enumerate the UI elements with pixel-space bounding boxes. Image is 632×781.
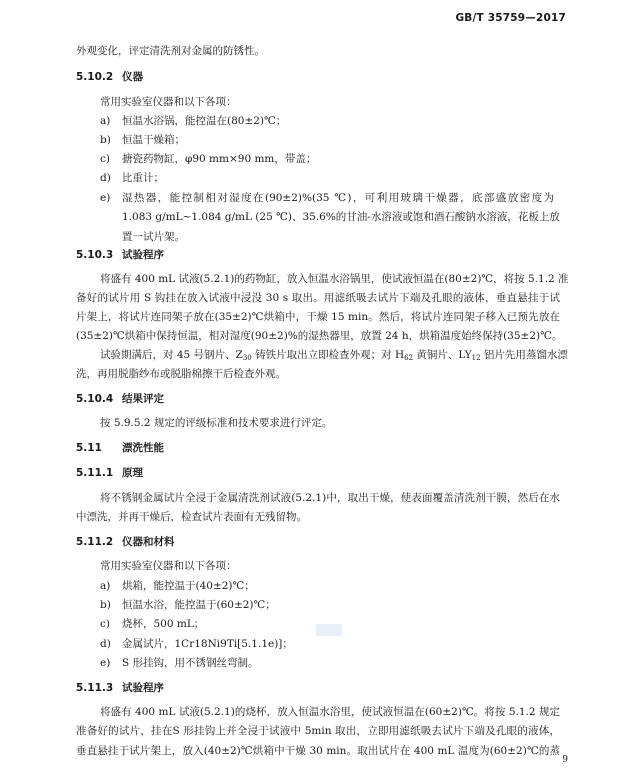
list-label: e)	[100, 192, 111, 204]
subscript: 62	[404, 354, 414, 362]
section-number: 5.10.4	[76, 393, 114, 405]
text-line: 外观变化，评定清洗剂对金属的防锈性。	[76, 45, 265, 57]
list-item-text: 恒温水浴，能控温于(60±2)℃；	[122, 599, 276, 611]
text-segment: 试验期满后，对 45 号钢片、Z	[100, 349, 243, 361]
section-heading	[76, 441, 164, 455]
subscript: 12	[471, 354, 481, 362]
text-line: 洗，再用脱脂纱布或脱脂棉擦干后检查外观。	[76, 368, 286, 380]
section-title: 仪器	[122, 71, 143, 83]
section-title: 仪器和材料	[122, 536, 175, 548]
text-line	[100, 191, 554, 205]
text-line	[100, 348, 568, 365]
text-line	[100, 114, 286, 128]
list-label: d)	[100, 172, 111, 184]
section-heading	[76, 535, 175, 549]
text-line: 准备好的试片，挂在S 形挂钩上并全浸于试液中 5min 取出，立即用滤纸吸去试片下端及孔眼的液体，	[76, 725, 560, 737]
list-item-text: 金属试片，1Cr18Ni9Ti[5.1.1e)]；	[122, 638, 293, 650]
list-item-text: 比重计；	[122, 172, 164, 184]
page-number: 9	[562, 755, 568, 765]
text-line	[100, 617, 204, 631]
section-heading	[76, 248, 164, 262]
text-line: 中漂洗，并再干燥后，检查试片表面有无残留物。	[76, 511, 307, 523]
list-label: d)	[100, 638, 111, 650]
section-title: 试验程序	[122, 682, 164, 694]
section-number: 5.10.3	[76, 249, 114, 261]
text-line: 按 5.9.5.2 规定的评级标准和技术要求进行评定。	[100, 417, 333, 429]
text-line	[100, 171, 164, 185]
text-segment: 铝片先用蒸馏水漂	[480, 349, 568, 361]
list-label: a)	[100, 115, 111, 127]
text-line: 片架上，将试片连同架子放在(35±2)℃烘箱中，干燥 15 min。然后，将试片连同架子移入已预先放在	[76, 311, 560, 323]
section-title: 试验程序	[122, 249, 164, 261]
text-line	[100, 637, 293, 651]
section-number: 5.11.1	[76, 467, 114, 479]
text-segment: 黄铜片、LY	[413, 349, 472, 361]
standard-number-header: GB/T 35759—2017	[455, 12, 566, 24]
text-line	[100, 656, 259, 670]
section-number: 5.10.2	[76, 71, 114, 83]
list-label: c)	[100, 618, 110, 630]
section-heading	[76, 70, 143, 84]
section-heading	[76, 681, 164, 695]
section-title: 结果评定	[122, 393, 164, 405]
list-item-text: S 形挂钩，用不锈钢丝弯制。	[122, 657, 259, 669]
list-item-text: 烧杯，500 mL；	[122, 618, 205, 630]
text-line: 将不锈钢金属试片全浸于金属清洗剂试液(5.2.1)中，取出干燥，使表面覆盖清洗剂干膜，然后在水	[100, 492, 560, 504]
text-line: 常用实验室仪器和以下各项：	[100, 96, 237, 108]
section-title: 原理	[122, 467, 143, 479]
list-item-text: 恒温水浴锅，能控温在(80±2)℃；	[122, 115, 287, 127]
list-item-text: 烘箱，能控温于(40±2)℃；	[122, 580, 255, 592]
text-line: 1.083 g/mL~1.084 g/mL (25 ℃)、35.6%的甘油-水溶液或饱和酒石酸钠水溶液，花板上放	[122, 211, 560, 223]
section-number: 5.11.3	[76, 682, 114, 694]
list-label: a)	[100, 580, 111, 592]
list-label: b)	[100, 599, 111, 611]
list-item-text: 湿热器，能控制相对湿度在(90±2)%(35 ℃)，可利用玻璃干燥器，底部盛放密度为	[122, 192, 554, 204]
text-line: 垂直悬挂于试片架上，放入(40±2)℃烘箱中干燥 30 min。取出试片在 400 mL 温度为(60±2)℃的蒸	[76, 745, 560, 757]
text-line	[100, 152, 316, 166]
text-line: 将盛有 400 mL 试液(5.2.1)的烧杯，放入恒温水浴里，使试液恒温在(60±2)℃。将按 5.1.2 规定	[100, 706, 560, 718]
text-line	[100, 579, 255, 593]
text-line	[100, 133, 185, 147]
list-label: c)	[100, 153, 110, 165]
section-heading	[76, 392, 164, 406]
text-segment: 铸铁片取出立即检查外观；对 H	[251, 349, 405, 361]
section-number: 5.11.2	[76, 536, 114, 548]
text-line: (35±2)℃烘箱中保持恒温，相对湿度(90±2)%的湿热器里，放置 24 h，烘箱温度始终保持(35±2)℃。	[76, 330, 563, 342]
text-line	[100, 598, 276, 612]
list-label: b)	[100, 134, 111, 146]
text-line: 常用实验室仪器和以下各项：	[100, 560, 237, 572]
text-line: 置一试片架。	[122, 231, 185, 243]
text-line: 备好的试片用 S 钩挂在放入试液中浸没 30 s 取出。用滤纸吸去试片下端及孔眼的液体，垂直悬挂于试	[76, 292, 560, 304]
section-number: 5.11	[76, 442, 102, 454]
watermark-mark	[316, 624, 342, 636]
subscript: 30	[242, 354, 252, 362]
section-heading	[76, 466, 143, 480]
list-label: e)	[100, 657, 111, 669]
section-title: 漂洗性能	[122, 442, 164, 454]
list-item-text: 搪瓷药物缸，φ90 mm×90 mm，带盖；	[122, 153, 317, 165]
list-item-text: 恒温干燥箱；	[122, 134, 185, 146]
text-line: 将盛有 400 mL 试液(5.2.1)的药物缸，放入恒温水浴锅里，使试液恒温在(80±2)℃，将按 5.1.2 准	[100, 273, 569, 285]
